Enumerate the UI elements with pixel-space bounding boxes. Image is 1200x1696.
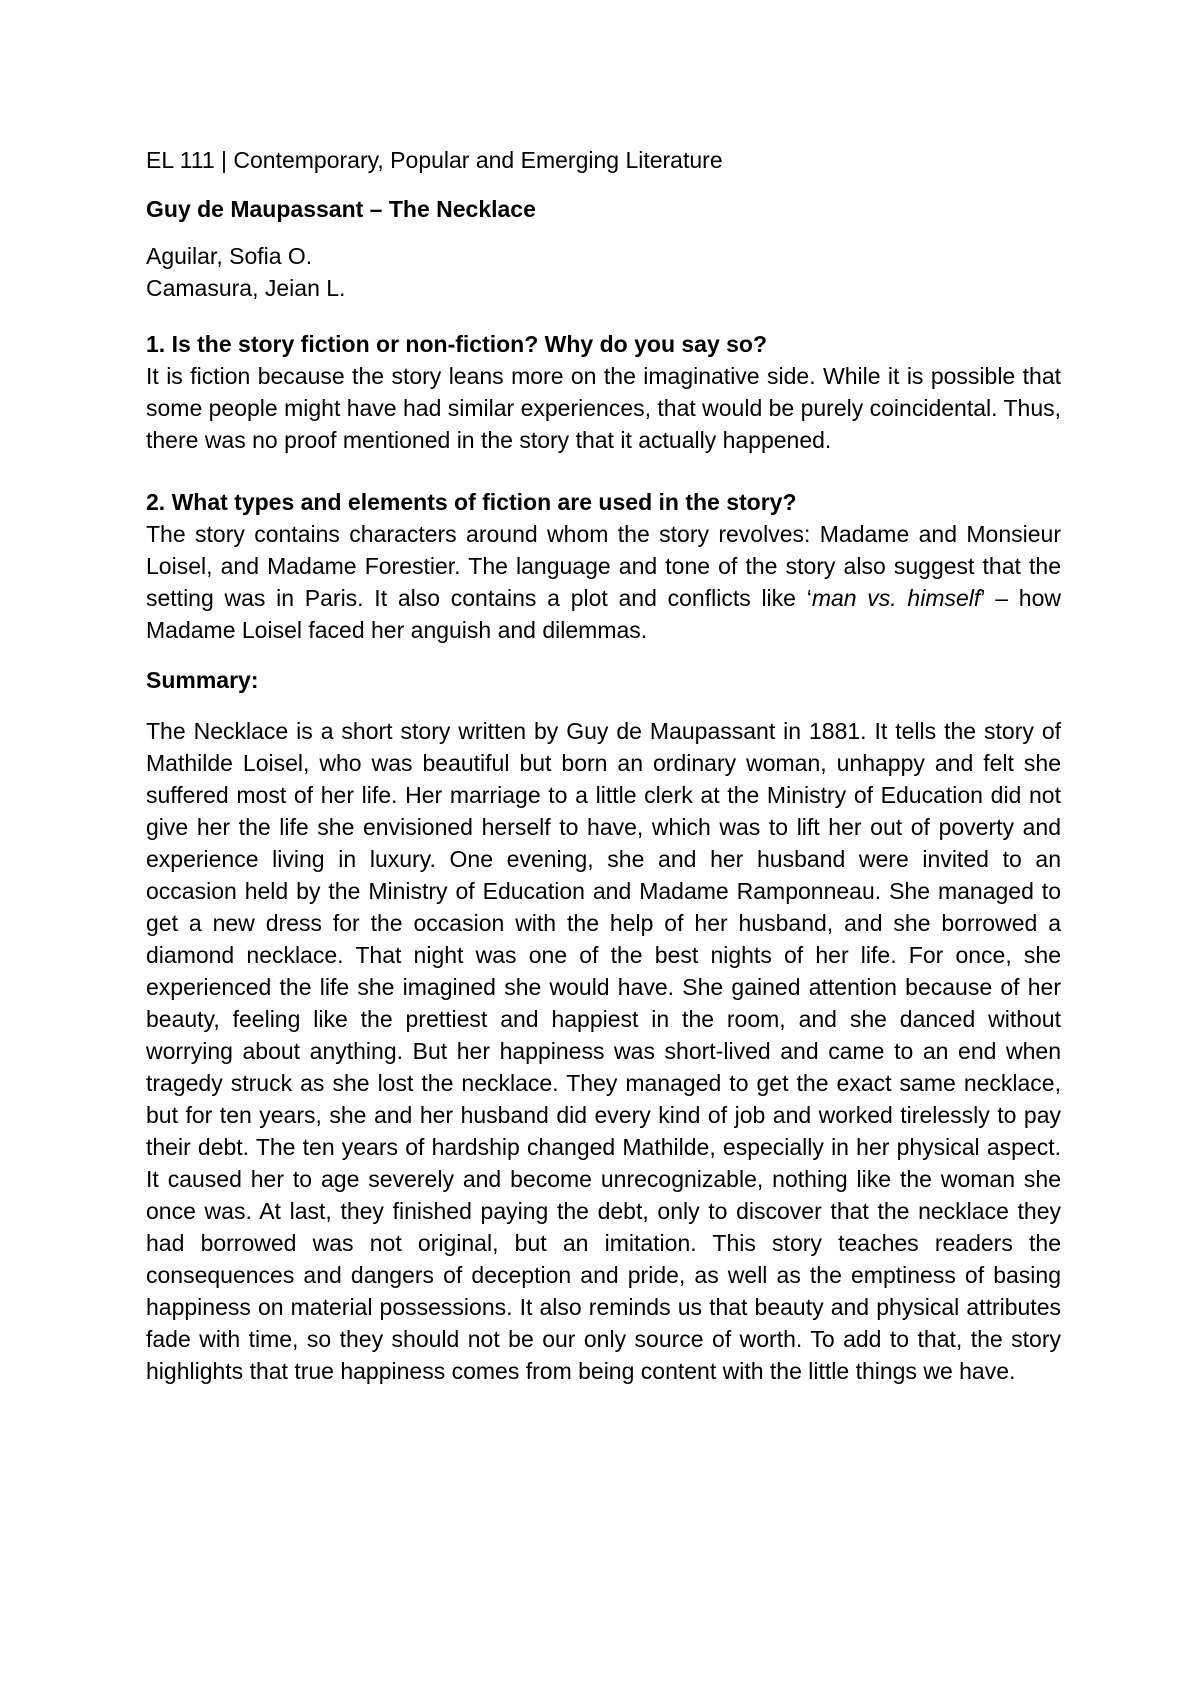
- author-name: Camasura, Jeian L.: [146, 275, 346, 301]
- author-list: [146, 240, 1061, 304]
- answer-2: [146, 518, 1061, 646]
- answer-2-text-start: The story contains characters around whom the story revolves: Madame and Monsieur Loisel, and Madame Forestier. The language and tone of the story also suggest that the setting was in Paris. It also contains a plot and conflicts like ‘: [146, 521, 1061, 611]
- question-1: 1. Is the story fiction or non-fiction? Why do you say so?: [146, 331, 768, 357]
- author-name: Aguilar, Sofia O.: [146, 243, 313, 269]
- answer-2-italic-term: man vs. himself: [811, 585, 981, 611]
- summary-heading: Summary:: [146, 667, 259, 693]
- document-content: [146, 144, 1061, 1387]
- summary-body: The Necklace is a short story written by Guy de Maupassant in 1881. It tells the story of Mathilde Loisel, who was beautiful but born an ordinary woman, unhappy and felt she suffered most of her life. Her marriage to a little clerk at the Ministry of Education did not give her the life she envisioned herself to have, which was to lift her out of poverty and experience living in luxury. One evening, she and her husband were invited to an occasion held by the Ministry of Education and Madame Ramponneau. She managed to get a new dress for the occasion with the help of her husband, and she borrowed a diamond necklace. That night was one of the best nights of her life. For once, she experienced the life she imagined she would have. She gained attention because of her beauty, feeling like the prettiest and happiest in the room, and she danced without worrying about anything. But her happiness was short-lived and came to an end when tragedy struck as she lost the necklace. They managed to get the exact same necklace, but for ten years, she and her husband did every kind of job and worked tirelessly to pay their debt. The ten years of hardship changed Mathilde, especially in her physical aspect. It caused her to age severely and become unrecognizable, nothing like the woman she once was. At last, they finished paying the debt, only to discover that the necklace they had borrowed was not original, but an imitation. This story teaches readers the consequences and dangers of deception and pride, as well as the emptiness of basing happiness on material possessions. It also reminds us that beauty and physical attributes fade with time, so they should not be our only source of worth. To add to that, the story highlights that true happiness comes from being content with the little things we have.: [146, 718, 1061, 1384]
- course-header: EL 111 | Contemporary, Popular and Emerging Literature: [146, 147, 723, 173]
- answer-2-text-end: ’ – how Madame Loisel faced her anguish and dilemmas.: [146, 585, 1061, 643]
- question-2: 2. What types and elements of fiction are used in the story?: [146, 489, 797, 515]
- answer-1: It is fiction because the story leans more on the imaginative side. While it is possible that some people might have had similar experiences, that would be purely coincidental. Thus, there was no proof mentioned in the story that it actually happened.: [146, 363, 1061, 453]
- document-title: Guy de Maupassant – The Necklace: [146, 196, 536, 222]
